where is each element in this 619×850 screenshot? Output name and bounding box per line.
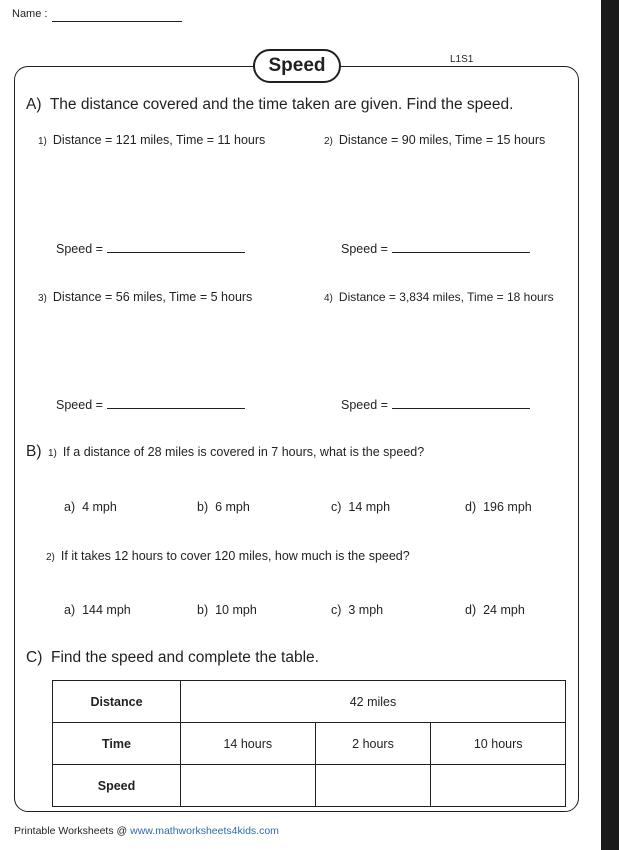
name-field-line[interactable] [52, 21, 182, 22]
distance-value: 42 miles [181, 681, 566, 723]
answer-label: Speed = [56, 398, 103, 412]
question-a2 [324, 133, 545, 147]
option-text: 24 mph [483, 603, 525, 617]
table-row-speed [53, 765, 566, 807]
table-row-time [53, 723, 566, 765]
option-letter: d) [465, 603, 477, 617]
question-number: 2) [46, 552, 55, 563]
distance-header: Distance [53, 681, 181, 723]
option-b2-a[interactable] [64, 603, 131, 617]
section-a-heading [26, 96, 513, 114]
answer-label: Speed = [56, 242, 103, 256]
option-text: 10 mph [215, 603, 257, 617]
option-text: 4 mph [82, 500, 117, 514]
worksheet-code: L1S1 [450, 54, 474, 65]
option-b1-c[interactable] [331, 500, 390, 514]
answer-a2 [341, 242, 530, 256]
option-b1-d[interactable] [465, 500, 532, 514]
speed-answer-cell[interactable] [315, 765, 431, 807]
option-b1-b[interactable] [197, 500, 250, 514]
option-text: 6 mph [215, 500, 250, 514]
time-value: 10 hours [431, 723, 566, 765]
answer-a1 [56, 242, 245, 256]
question-text: If it takes 12 hours to cover 120 miles, how much is the speed? [60, 549, 410, 563]
option-letter: b) [197, 603, 209, 617]
speed-header: Speed [53, 765, 181, 807]
speed-answer-cell[interactable] [431, 765, 566, 807]
time-header: Time [53, 723, 181, 765]
option-letter: d) [465, 500, 477, 514]
section-a-label: A) [26, 96, 42, 113]
option-text: 144 mph [82, 603, 131, 617]
section-b-label: B) [26, 443, 42, 460]
name-label: Name : [12, 8, 48, 20]
question-text: If a distance of 28 miles is covered in 7 hours, what is the speed? [62, 445, 425, 459]
speed-table [52, 680, 566, 807]
answer-a4 [341, 398, 530, 412]
question-text: Distance = 3,834 miles, Time = 18 hours [338, 290, 554, 304]
footer [14, 825, 279, 837]
answer-line[interactable] [392, 252, 530, 253]
question-text: Distance = 121 miles, Time = 11 hours [52, 133, 266, 147]
table-row-distance [53, 681, 566, 723]
question-number: 1) [47, 448, 57, 459]
question-a4 [324, 290, 554, 304]
option-text: 3 mph [348, 603, 384, 617]
answer-line[interactable] [107, 408, 245, 409]
question-b2 [46, 547, 410, 565]
section-c-heading [26, 649, 319, 667]
section-a-instruction: The distance covered and the time taken are given. Find the speed. [49, 96, 514, 113]
option-letter: c) [331, 500, 342, 514]
answer-line[interactable] [392, 408, 530, 409]
question-text: Distance = 90 miles, Time = 15 hours [338, 133, 546, 147]
option-letter: a) [64, 500, 76, 514]
section-c-label: C) [26, 649, 43, 666]
option-text: 14 mph [348, 500, 391, 514]
worksheet-title: Speed [253, 49, 341, 83]
option-b1-a[interactable] [64, 500, 117, 514]
option-b2-c[interactable] [331, 603, 383, 617]
time-value: 14 hours [181, 723, 316, 765]
answer-line[interactable] [107, 252, 245, 253]
question-a1 [38, 133, 265, 147]
question-number: 4) [324, 293, 333, 304]
answer-label: Speed = [341, 242, 388, 256]
question-b1 [26, 443, 424, 461]
section-c-instruction: Find the speed and complete the table. [50, 649, 319, 666]
option-text: 196 mph [483, 500, 532, 514]
speed-answer-cell[interactable] [181, 765, 316, 807]
question-number: 3) [38, 293, 47, 304]
time-value: 2 hours [315, 723, 431, 765]
question-number: 2) [324, 136, 333, 147]
option-letter: c) [331, 603, 342, 617]
answer-label: Speed = [341, 398, 388, 412]
question-text: Distance = 56 miles, Time = 5 hours [52, 290, 253, 304]
page-edge-strip [601, 0, 619, 850]
option-b2-b[interactable] [197, 603, 257, 617]
question-a3 [38, 290, 252, 304]
option-letter: a) [64, 603, 76, 617]
footer-link[interactable]: www.mathworksheets4kids.com [130, 825, 279, 837]
option-letter: b) [197, 500, 209, 514]
question-number: 1) [38, 136, 47, 147]
option-b2-d[interactable] [465, 603, 525, 617]
answer-a3 [56, 398, 245, 412]
footer-prefix: Printable Worksheets @ [14, 825, 131, 837]
